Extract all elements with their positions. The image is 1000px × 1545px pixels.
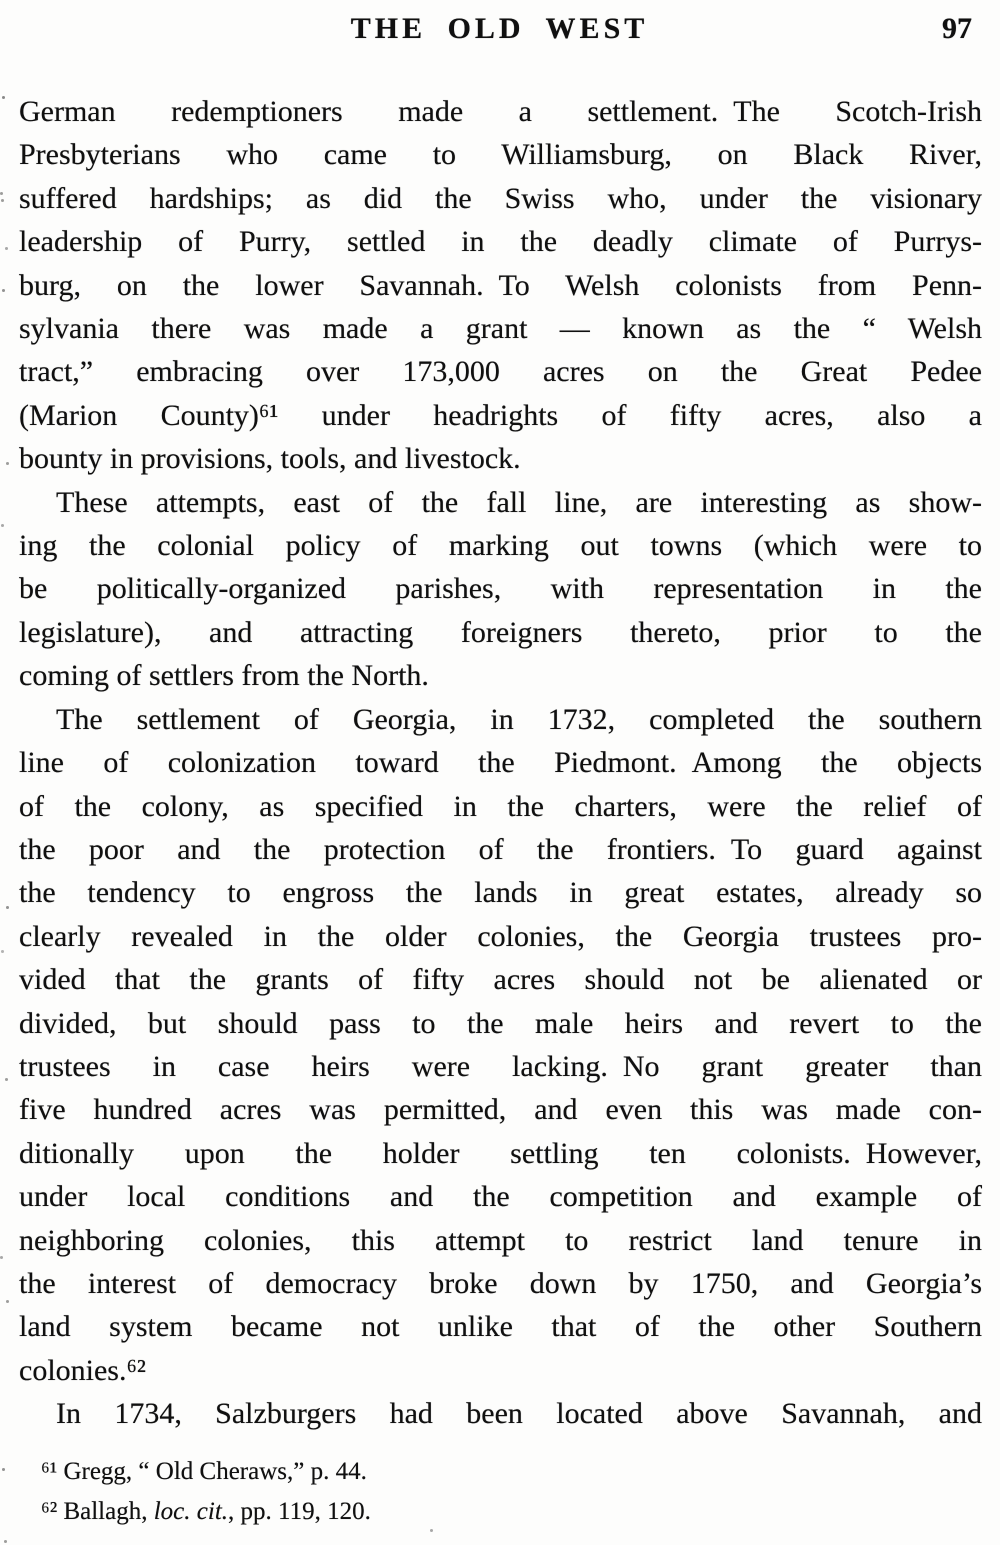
text-line: vided that the grants of fifty acres should not be alienated or bbox=[19, 963, 982, 997]
text-line: colonies.⁶² bbox=[19, 1353, 146, 1387]
text-line: (Marion County)⁶¹ under headrights of fifty acres, also a bbox=[19, 398, 982, 432]
text-line: neighboring colonies, this attempt to restrict land tenure in bbox=[19, 1223, 982, 1257]
text-line: Presbyterians who came to Williamsburg, on Black River, bbox=[19, 138, 982, 172]
text-line: These attempts, east of the fall line, are interesting as show- bbox=[56, 485, 982, 519]
footnote-citation-italic: loc. cit. bbox=[153, 1498, 229, 1525]
text-line: trustees in case heirs were lacking. No grant greater than bbox=[19, 1049, 982, 1083]
text-line: under local conditions and the competition and example of bbox=[19, 1180, 982, 1214]
text-line: The settlement of Georgia, in 1732, completed the southern bbox=[56, 702, 982, 736]
text-line: German redemptioners made a settlement. The Scotch-Irish bbox=[19, 95, 982, 128]
text-line: In 1734, Salzburgers had been located above Savannah, and bbox=[56, 1397, 982, 1431]
text-line: ditionally upon the holder settling ten colonists. However, bbox=[19, 1136, 982, 1170]
footnote bbox=[19, 1492, 982, 1532]
text-line: the tendency to engross the lands in great estates, already so bbox=[19, 876, 982, 910]
footnote-text: ⁶¹ Gregg, “ Old Cheraws,” p. 44. bbox=[41, 1458, 367, 1485]
text-line: land system became not unlike that of the other Southern bbox=[19, 1310, 982, 1344]
text-line: five hundred acres was permitted, and even this was made con- bbox=[19, 1093, 982, 1127]
text-line: the poor and the protection of the frontiers. To guard against bbox=[19, 832, 982, 866]
text-line: tract,” embracing over 173,000 acres on the Great Pedee bbox=[19, 355, 982, 389]
body-text bbox=[19, 90, 982, 1436]
text-line: coming of settlers from the North. bbox=[19, 659, 429, 693]
text-line: leadership of Purry, settled in the deadly climate of Purrys- bbox=[19, 225, 982, 259]
text-line: legislature), and attracting foreigners thereto, prior to the bbox=[19, 615, 982, 649]
text-line: the interest of democracy broke down by 1750, and Georgia’s bbox=[19, 1266, 982, 1300]
running-title: THE OLD WEST bbox=[350, 12, 649, 45]
text-line: ing the colonial policy of marking out towns (which were to bbox=[19, 529, 982, 563]
text-line: bounty in provisions, tools, and livestock. bbox=[19, 442, 521, 476]
footnote-text: ⁶² Ballagh, bbox=[41, 1498, 154, 1525]
footnote-text: , pp. 119, 120. bbox=[228, 1498, 371, 1525]
text-line: burg, on the lower Savannah. To Welsh colonists from Penn- bbox=[19, 268, 982, 302]
page-header bbox=[19, 12, 980, 48]
text-line: line of colonization toward the Piedmont. Among the objects bbox=[19, 746, 982, 780]
footnote bbox=[19, 1452, 982, 1492]
text-line: be politically-organized parishes, with representation in the bbox=[19, 572, 982, 606]
text-line: divided, but should pass to the male heirs and revert to the bbox=[19, 1006, 982, 1040]
text-line: of the colony, as specified in the charters, were the relief of bbox=[19, 789, 982, 823]
scan-speck-artifacts bbox=[0, 0, 3, 3]
text-line: clearly revealed in the older colonies, the Georgia trustees pro- bbox=[19, 919, 982, 953]
text-line: sylvania there was made a grant — known as the “ Welsh bbox=[19, 312, 982, 346]
text-line: suffered hardships; as did the Swiss who, under the visionary bbox=[19, 181, 982, 215]
page-number: 97 bbox=[942, 12, 972, 45]
footnotes bbox=[19, 1452, 982, 1532]
